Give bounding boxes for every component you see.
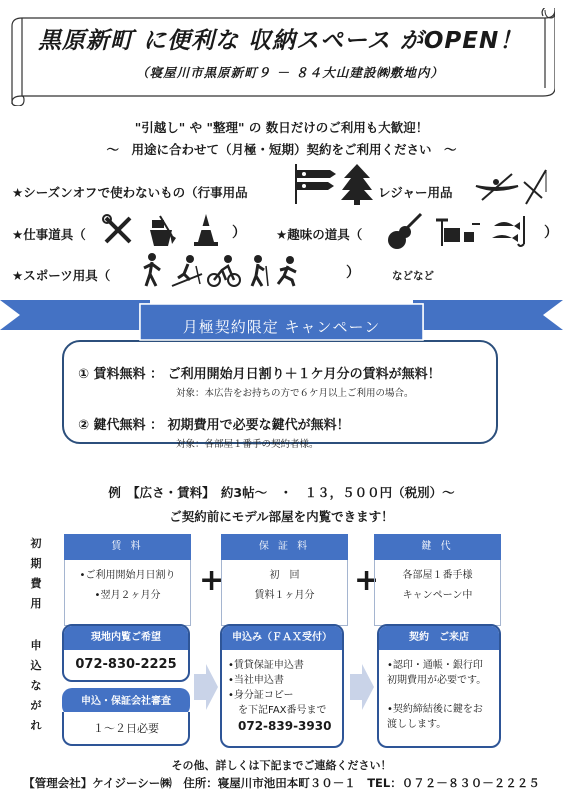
application-box: 申込み（ＦＡＸ受付） •賃貸保証申込書 •当社申込書 •身分証コピー を下記FAX番号まで 072-839-3930 [220, 624, 344, 748]
intro-line-2: ～ 用途に合わせて（月極・短期）契約をご利用ください ～ [106, 142, 457, 157]
plus-sign: + [199, 563, 225, 598]
bucket-shovel-icon [146, 214, 178, 248]
hobby-items-close: ） [544, 225, 558, 241]
contract-box: 契約 ご来店 •認印・通帳・銀行印 初期費用が必要です。 •契約締結後に鍵をお 渡しします。 [377, 624, 501, 748]
fishing-rod-icon [522, 168, 550, 206]
hobby-items-label: ★趣味の道具（ [276, 227, 363, 242]
example-price: 例 【広さ・賃料】 約3帖～ ・ １３，５００円（税別）～ [108, 485, 455, 500]
initial-cost-label: 初 期 費 用 [30, 537, 42, 610]
guitar-icon [385, 212, 425, 250]
work-tools-label: ★仕事道具（ [12, 227, 86, 242]
golf-icon [140, 252, 166, 288]
model-room-notice: ご契約前にモデル部屋を内覧できます！ [169, 509, 394, 524]
guarantee-fee-card: 保 証 料 初 回 賃料１ヶ月分 [221, 534, 348, 626]
viewing-phone-number[interactable]: 072-830-2225 [75, 657, 177, 672]
viewing-request-box [62, 624, 190, 682]
fish-icon [490, 214, 528, 250]
cycling-icon [206, 254, 242, 288]
page-title: 黒原新町 に便利な 収納スペース がOPEN！ [38, 28, 524, 54]
key-fee-header: 鍵 代 [374, 534, 501, 560]
sports-items-close: ） [346, 265, 360, 281]
etc-label: などなど [392, 270, 434, 282]
kayak-icon [474, 170, 520, 204]
campaign-item-1: ① 賃料無料 ： ご利用開始月日割り＋１ケ月分の賃料が無料！ [78, 367, 441, 382]
company-info: 【管理会社】ケイジーシー㈱ 住所：寝屋川市池田本町３０－１ TEL：０７２－８３０－２２２５ [23, 776, 540, 790]
sports-items-label: ★スポーツ用具（ [12, 268, 111, 283]
flow-arrow-icon [194, 664, 218, 710]
flow-arrow-icon [350, 664, 374, 710]
campaign-item-2: ② 鍵代無料 ： 初期費用で必要な鍵代が無料！ [78, 418, 350, 433]
ski-icon [170, 254, 204, 288]
running-icon [274, 256, 304, 288]
screening-header: 申込・保証会社審査 [62, 688, 190, 716]
contract-header: 契約 ご来店 [379, 626, 499, 650]
application-header: 申込み（ＦＡＸ受付） [222, 626, 342, 650]
plus-sign: + [354, 563, 380, 598]
hiking-icon [246, 254, 272, 288]
guarantee-fee-header: 保 証 料 [221, 534, 348, 560]
koinobori-icon [292, 162, 338, 206]
contact-note: その他、詳しくは下記までご連絡ください！ [171, 759, 392, 772]
seasonal-items-label: ★シーズンオフで使わないもの（行事用品 [12, 185, 248, 200]
leisure-items-label: レジャー用品 [378, 185, 453, 200]
campaign-title: 月極契約限定 キャンペーン [182, 318, 381, 336]
application-flow-label: 申 込 な が れ [30, 639, 42, 732]
christmas-tree-icon [340, 162, 374, 206]
key-fee-card: 鍵 代 各部屋１番手様 キャンペーン中 [374, 534, 501, 626]
location-address: （寝屋川市黒原新町９ － ８４大山建設㈱敷地内） [136, 65, 444, 80]
tools-icon [102, 214, 134, 246]
viewing-request-header: 現地内覧ご希望 [64, 626, 188, 650]
fax-number[interactable]: 072-839-3930 [238, 719, 332, 733]
traffic-cone-icon [192, 212, 220, 248]
campaign-item-2-note: 対象：各部屋１番手の契約者様。 [176, 439, 319, 450]
intro-line-1: "引越し" や "整理" の 数日だけのご利用も大歓迎！ [134, 120, 429, 135]
drum-kit-icon [434, 214, 480, 250]
rent-header: 賃 料 [64, 534, 191, 560]
screening-box [62, 712, 190, 746]
work-tools-close: ） [232, 225, 246, 241]
campaign-item-1-note: 対象：本広告をお持ちの方で６ケ月以上ご利用の場合。 [176, 388, 414, 399]
screening-duration: １～２日必要 [93, 722, 159, 735]
rent-card: 賃 料 •ご利用開始月日割り •翌月２ヶ月分 [64, 534, 191, 626]
